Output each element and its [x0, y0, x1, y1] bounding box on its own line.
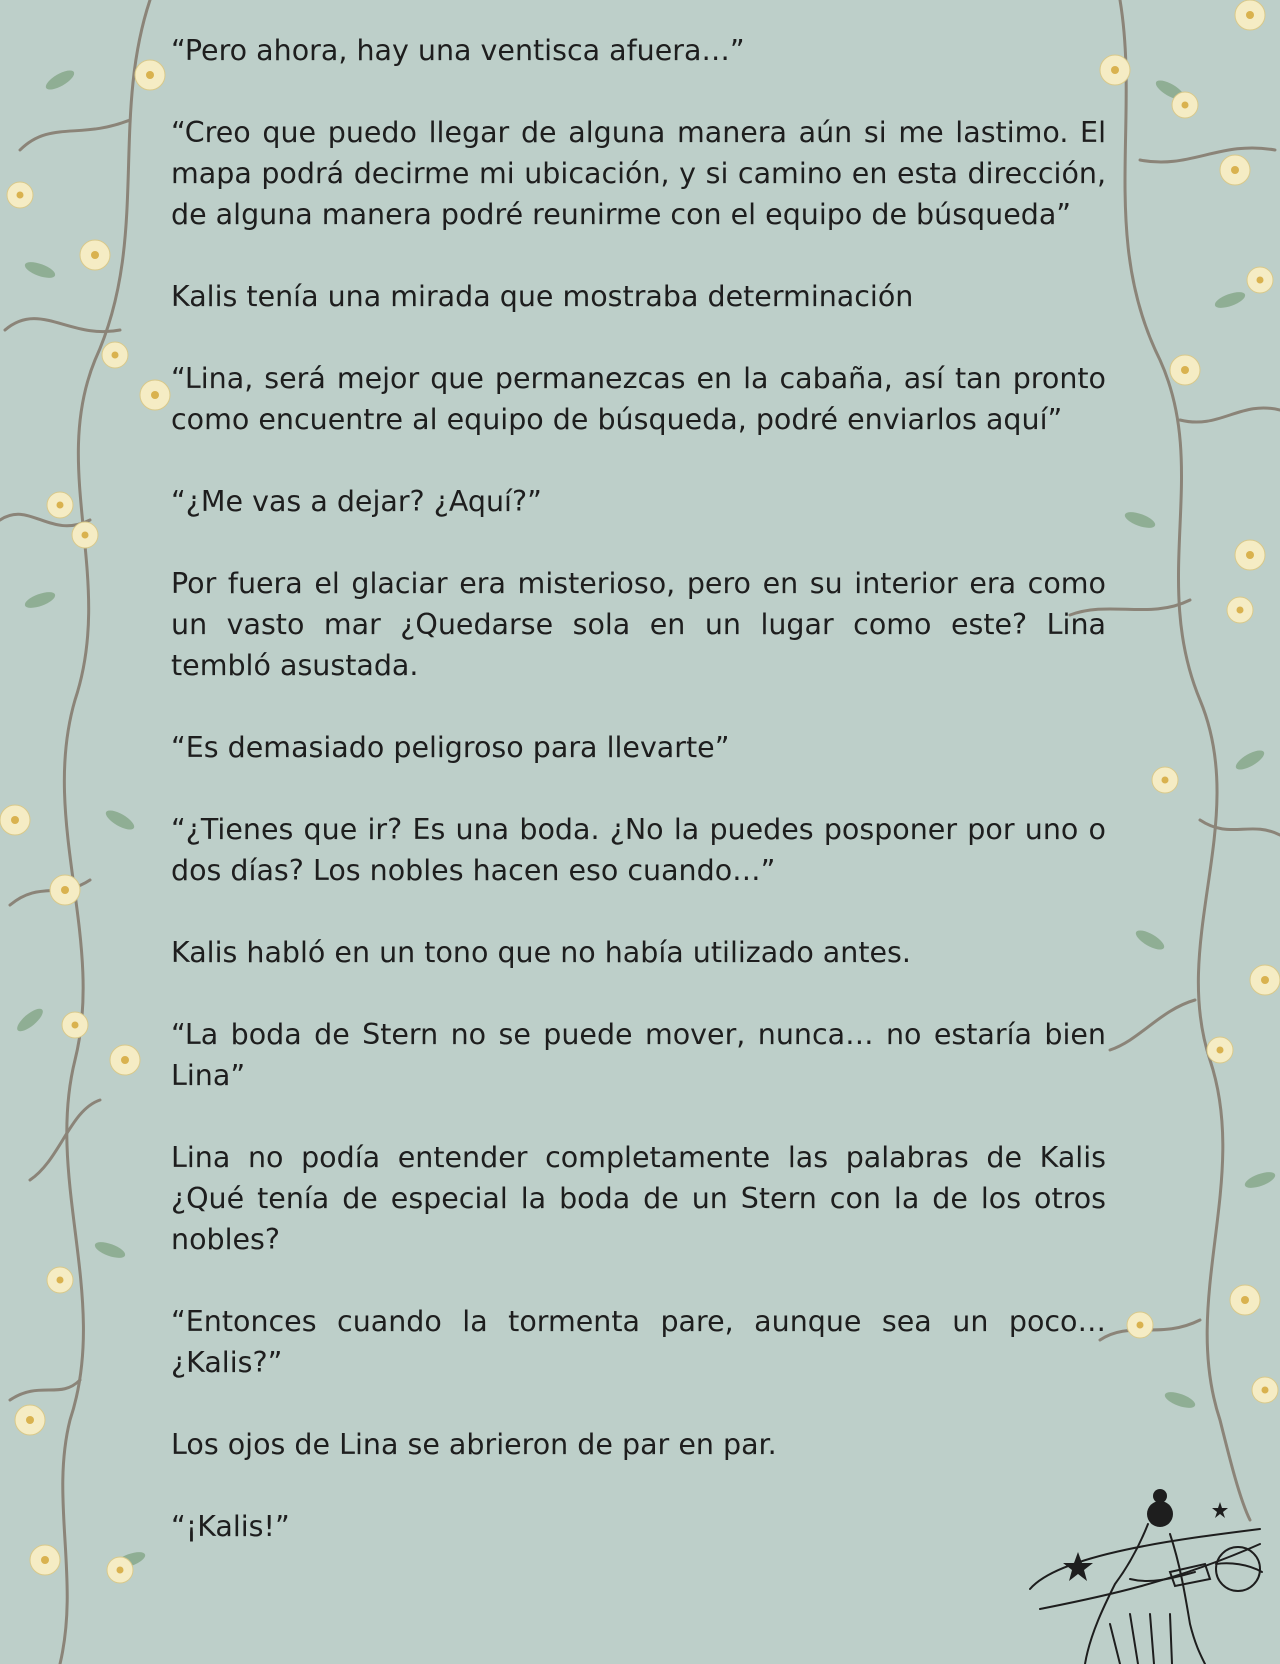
story-paragraph: “Lina, será mejor que permanezcas en la cabaña, así tan pronto como encuentre al equipo de búsqueda, podré enviarlos aquí” — [171, 362, 1106, 436]
story-paragraph: Kalis habló en un tono que no había utilizado antes. — [171, 936, 911, 969]
story-paragraph: “Entonces cuando la tormenta pare, aunque sea un poco… ¿Kalis?” — [171, 1305, 1106, 1379]
story-text — [171, 30, 1106, 1588]
story-paragraph: “Creo que puedo llegar de alguna manera aún si me lastimo. El mapa podrá decirme mi ubicación, y si camino en esta dirección, de alguna manera podré reunirme con el equipo de búsqueda” — [171, 116, 1106, 231]
reading-lady-emblem-icon — [1020, 1484, 1270, 1664]
story-paragraph: Los ojos de Lina se abrieron de par en par. — [171, 1428, 777, 1461]
story-paragraph: Por fuera el glaciar era misterioso, pero en su interior era como un vasto mar ¿Quedarse sola en un lugar como este? Lina tembló asustada. — [171, 567, 1106, 682]
story-paragraph: Lina no podía entender completamente las palabras de Kalis ¿Qué tenía de especial la boda de un Stern con la de los otros nobles? — [171, 1141, 1106, 1256]
story-paragraph: “Pero ahora, hay una ventisca afuera…” — [171, 34, 745, 67]
story-paragraph: “¿Tienes que ir? Es una boda. ¿No la puedes posponer por uno o dos días? Los nobles hacen eso cuando…” — [171, 813, 1106, 887]
left-blossom-vine-icon — [0, 0, 200, 1664]
story-paragraph: Kalis tenía una mirada que mostraba determinación — [171, 280, 914, 313]
story-paragraph: “La boda de Stern no se puede mover, nunca… no estaría bien Lina” — [171, 1018, 1106, 1092]
story-paragraph: “¿Me vas a dejar? ¿Aquí?” — [171, 485, 542, 518]
story-paragraph: “Es demasiado peligroso para llevarte” — [171, 731, 730, 764]
story-paragraph: “¡Kalis!” — [171, 1510, 290, 1543]
